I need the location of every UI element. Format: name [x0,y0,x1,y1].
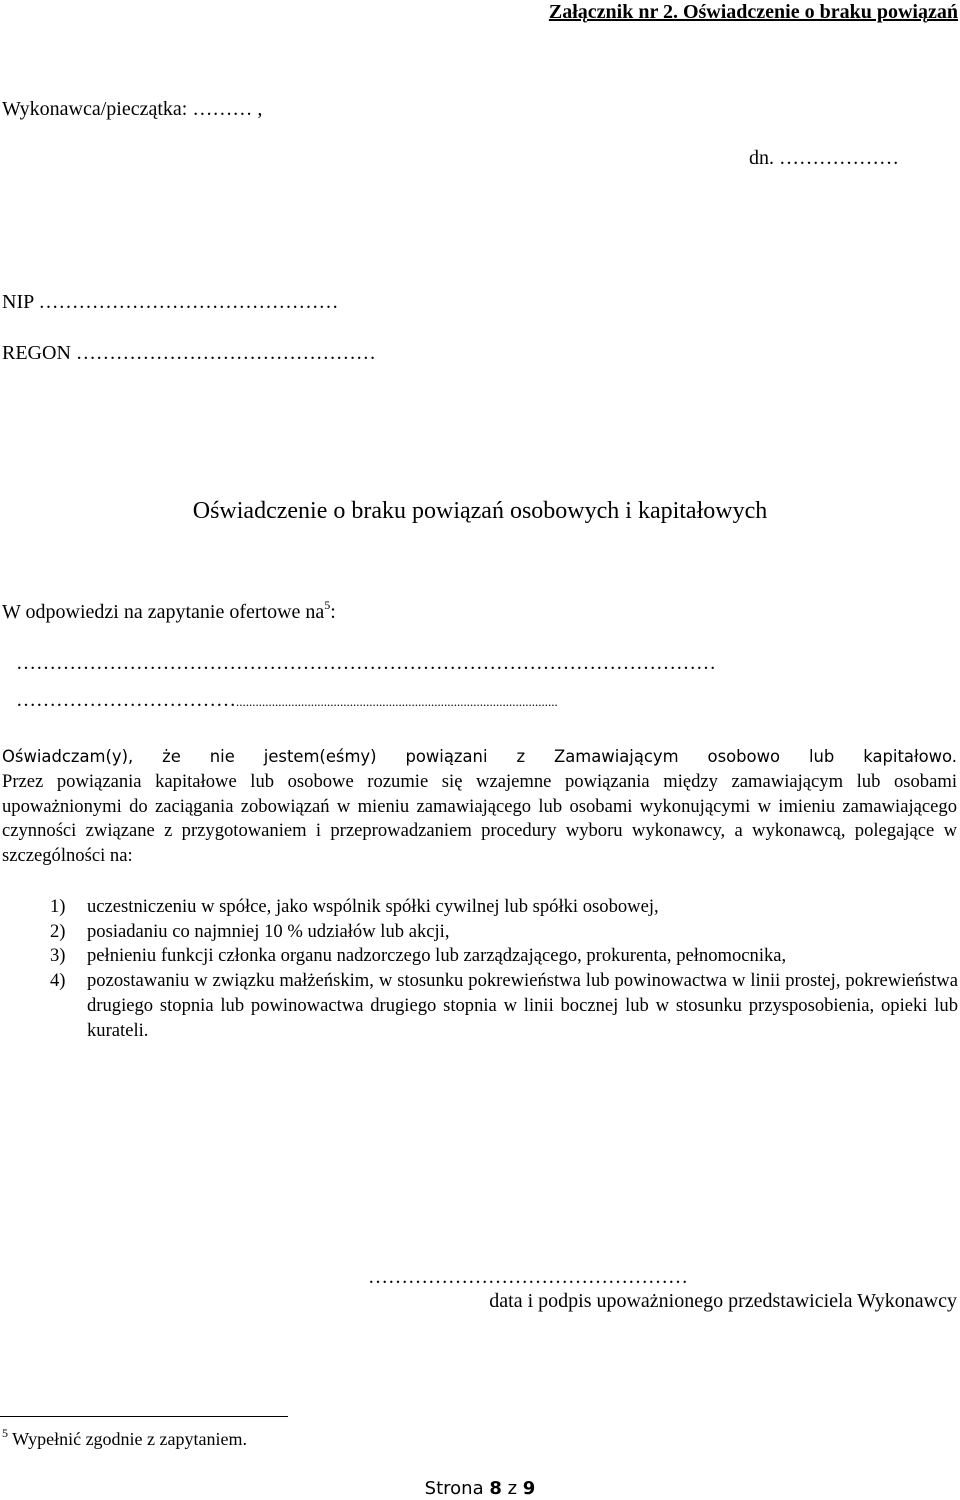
inquiry-dots-line-1: …………………………………………………………………………………………… [16,652,716,674]
list-item-number: 3) [50,945,66,967]
list-item-number: 1) [50,896,66,917]
inquiry-line [2,600,336,624]
page-number-footer [0,1478,960,1500]
date-label: dn. [749,147,774,169]
signature-label: data i podpis upoważnionego przedstawiciela Wykonawcy [489,1290,957,1312]
list-item [2,944,958,969]
declaration-block [2,743,957,869]
page-total: 9 [522,1478,536,1499]
page-current: 8 [489,1478,502,1499]
declaration-definition: Przez powiązania kapitałowe lub osobowe rozumie się wzajemne powiązania między zamawiającym lub osobami upoważnionymi do zaciągania zobowiązań w mieniu zamawiającego lub osobami wykonującymi w imieniu zamawiającego czynności związane z przygotowaniem i przeprowadzaniem procedury wyboru wykonawcy, a wykonawcą, polegające w szczególności na: [2,771,957,867]
nip-line [2,290,338,314]
inquiry-text: W odpowiedzi na zapytanie ofertowe na [2,601,325,623]
list-item-number: 2) [50,920,66,942]
list-item [2,895,958,920]
list-item [2,969,958,1043]
list-item [2,920,958,945]
contractor-stamp-line [2,97,262,121]
date-line [749,146,899,170]
footnote-reference: 5 [324,598,331,612]
page-middle: z [501,1478,523,1499]
relations-list [2,895,958,1043]
footnote-text: Wypełnić zgodnie z zapytaniem. [8,1429,247,1449]
attachment-title: Załącznik nr 2. Oświadczenie o braku powiązań [548,1,958,23]
list-item-text: posiadaniu co najmniej 10 % udziałów lub akcji, [87,920,450,942]
nip-label: NIP [2,291,34,313]
inquiry-dots-line-2-head: …………………………… [16,689,236,711]
footnote [2,1428,247,1450]
nip-dots: ……………………………………… [33,291,339,313]
date-dots: ……………… [774,147,899,169]
regon-dots: ……………………………………… [70,342,376,364]
signature-dots: ………………………………………… [368,1266,688,1288]
inquiry-dots-line-2-tail: ................................................................................................... [236,694,558,709]
inquiry-dots-line-2 [16,688,558,714]
document-heading: Oświadczenie o braku powiązań osobowych i kapitałowych [192,498,768,524]
page-prefix: Strona [424,1478,490,1499]
declaration-statement: Oświadczam(y), że nie jestem(eśmy) powiązani z Zamawiającym osobowo lub kapitałowo. [2,747,957,766]
list-item-text: pełnieniu funkcji członka organu nadzorczego lub zarządzającego, prokurenta, pełnomocnika, [87,945,787,967]
list-item-text: uczestniczeniu w spółce, jako wspólnik spółki cywilnej lub spółki osobowej, [87,896,659,917]
contractor-label: Wykonawca/pieczątka: [2,98,188,120]
list-item-text: pozostawaniu w związku małżeńskim, w stosunku pokrewieństwa lub powinowactwa w linii prostej, pokrewieństwa drugiego stopnia lub powinowactwa drugiego stopnia w linii bocznej lub w stosunku przysposobienia, opieki lub kurateli. [87,970,958,1041]
list-item-number: 4) [50,970,66,992]
contractor-dots: ……… , [187,98,263,120]
inquiry-suffix: : [330,601,336,623]
regon-label: REGON [2,342,71,364]
footnote-number: 5 [2,1426,8,1440]
footnote-divider [0,1416,288,1417]
regon-line [2,341,376,365]
